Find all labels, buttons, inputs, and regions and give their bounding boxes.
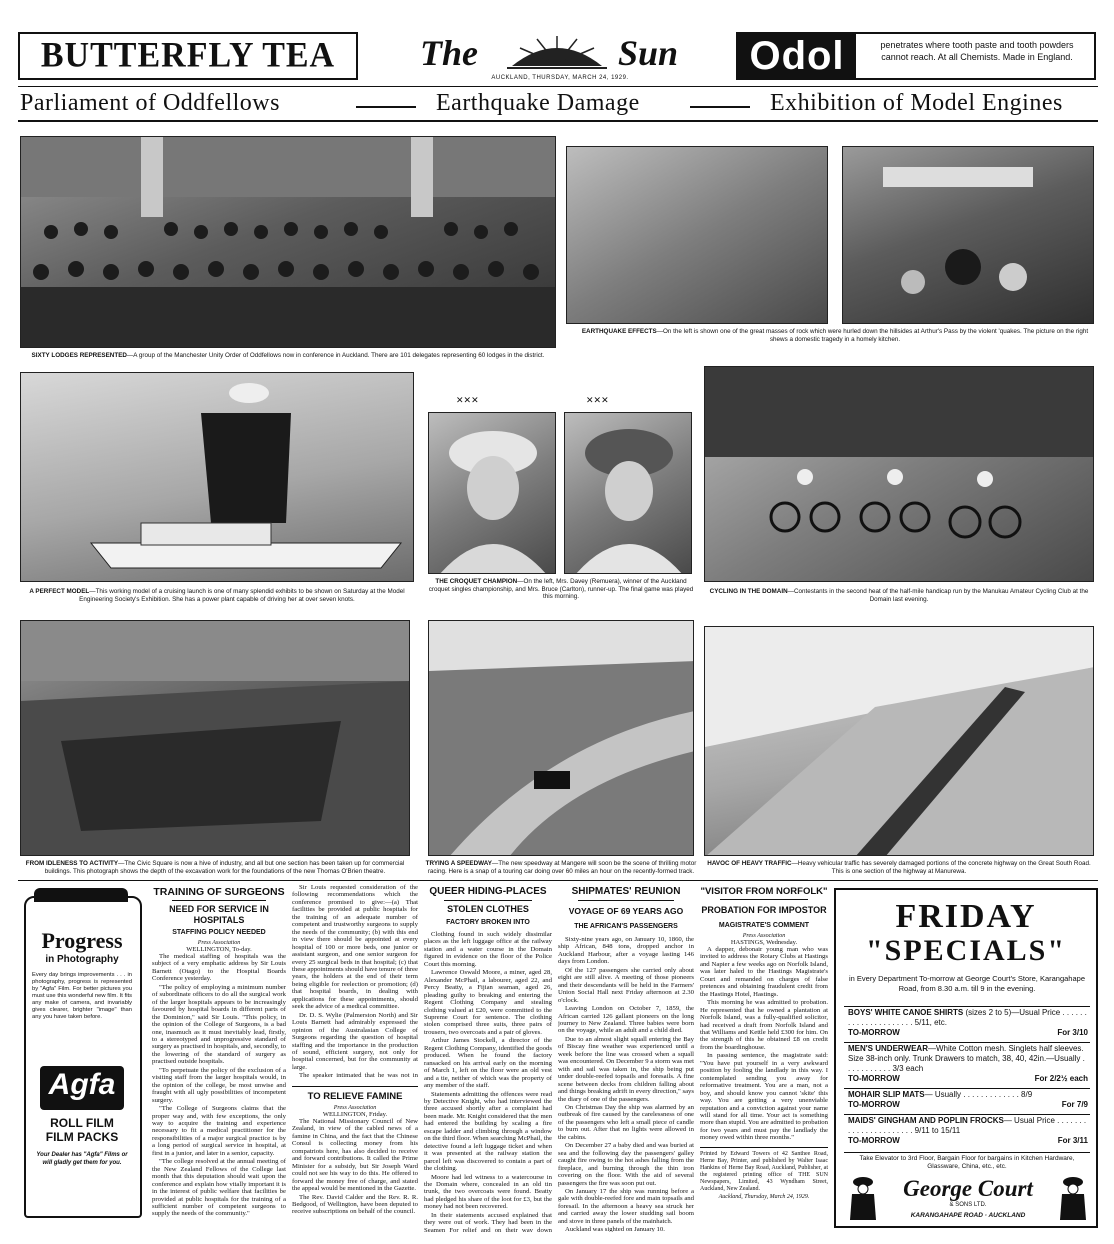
mrs-davey-portrait	[428, 412, 556, 574]
speedway-caption-title: TRYING A SPEEDWAY	[425, 860, 492, 867]
lodges-caption-title: SIXTY LODGES REPRESENTED	[31, 352, 127, 359]
george-court-ad	[834, 888, 1098, 1228]
surgeons-subhead-2: STAFFING POLICY NEEDED	[172, 929, 266, 936]
rising-sun-icon	[502, 34, 612, 74]
special-item-name: MEN'S UNDERWEAR	[848, 1044, 928, 1053]
speedway-caption-text: —The new speedway at Mangere will soon be the scene of thrilling motor racing. Here is a snap of a touring car doing over 60 miles an hour on the recently-formed track.	[427, 860, 697, 875]
croquet-caption-text: —On the left, Mrs. Davey (Remuera), winner of the Auckland croquet singles championship, and Mrs. Bruce (Carlton), runner-up. The final game was played this morning.	[428, 578, 694, 600]
famine-place: WELLINGTON, Friday.	[322, 1111, 388, 1118]
special-item-detail: — Usually . . . . . . . . . . . . . 8/9	[924, 1090, 1033, 1099]
headline-divider	[356, 106, 416, 108]
surgeons-continued	[292, 884, 418, 1232]
special-item-detail: —White Cotton mesh. Singlets half sleeves. Size 38-inch only. Trunk Drawers to match, 38, 40, 42in.—Usually . . . . . . . . . . . 3/3 each	[848, 1044, 1085, 1073]
special-item-tomorrow: TO-MORROW	[848, 1074, 900, 1083]
headline-earthquake: Earthquake Damage	[436, 90, 640, 116]
cycling-caption	[704, 588, 1094, 603]
surgeons-subhead: NEED FOR SERVICE IN HOSPITALS	[169, 904, 269, 925]
visitor-subhead-2: MAGISTRATE'S COMMENT	[718, 922, 810, 929]
headline-oddfellows: Parliament of Oddfellows	[20, 90, 280, 116]
visitor-subhead: PROBATION FOR IMPOSTOR	[701, 905, 827, 915]
friday-heading: FRIDAY	[895, 898, 1037, 935]
croquet-caption-title: THE CROQUET CHAMPION	[435, 578, 518, 585]
croquet-ornament-left: ✕✕✕	[456, 396, 479, 406]
imprint-text: Printed by Edward Towers of 42 Santhee Road, Herne Bay, Printer, and published by Walter Isaac Hankins of Herne Bay Road, Auckland, Publisher, at the registered printing office of THE SUN Newspapers, Limited, 43 Wyndham Street, Auckland, New Zealand.	[700, 1151, 828, 1192]
model-launch-shapes	[21, 373, 414, 582]
famine-assoc: Press Association	[333, 1105, 377, 1111]
title-sun: Sun	[618, 33, 679, 73]
visitor-para: In passing sentence, the magistrate said: "You have put yourself in a very awkward position by fooling the landlady in this way. I contemplated sending you away for reformative treatment. You are a man, not a boy, and should know you cannot 'skite' this way. You are getting a very unenviable reputation and a conviction against your name will stand for all time. Your act is something more than stupid. You are admitted to probation for two years and must pay the landlady the money owed within three months."	[700, 1052, 828, 1142]
cycling-caption-text: —Contestants in the second heat of the half-mile handicap run by the Manukau Amateur Cycling Club at the Domain last evening.	[787, 588, 1089, 603]
visitor-para: This morning he was admitted to probation. He represented that he owned a plantation at Norfolk Island, was a fully-qualified solicitor, had received a draft from Norfolk Island and that Williams and Kettle held £300 for him. On the strength of this he obtained £8 on credit from the boardinghouse.	[700, 999, 828, 1051]
special-item-tomorrow: TO-MORROW	[848, 1100, 900, 1109]
special-item-price: For 7/9	[1061, 1100, 1088, 1109]
kitchen-shapes	[843, 147, 1094, 324]
visitor-place: HASTINGS, Wednesday.	[730, 939, 798, 946]
shipmates-para: Due to an almost slight squall entering the Bay of Biscay fine weather was experienced until a week before the line was crossed when a squall was encountered. On December 9 a storm was met with and sail was taken in, the ship being put under double-reefed topsails and foresails. A fine scene between decks from children falling about and things breaking adrift in every direction," says the diary of one of the passengers.	[558, 1035, 694, 1103]
shipmates-body	[558, 936, 694, 1232]
surgeons-headline: TRAINING OF SURGEONS	[153, 886, 285, 898]
shipmates-para: On Christmas Day the ship was alarmed by an outbreak of fire caused by the carelessness of one of the passengers who left a small piece of candle to burn out. After that no lights were allowed in the cabins.	[558, 1103, 694, 1141]
shipmates-headline: SHIPMATES' REUNION	[571, 886, 681, 897]
model-caption	[20, 588, 414, 603]
lodges-caption-text: —A group of the Manchester Unity Order of Oddfellows now in conference in Auckland. There are 101 delegates representing 60 lodges in the district.	[126, 352, 545, 359]
special-item-name: BOYS' WHITE CANOE SHIRTS	[848, 1008, 964, 1017]
agfa-dealer: Your Dealer has "Agfa" Films or will gladly get them for you.	[36, 1152, 128, 1166]
idleness-caption-text: —The Civic Square is now a hive of industry, and all but one section has been taken up for commercial buildings. This photograph shows the depth of the excavation work for the foundations of the new Thomas O'Brien theatre.	[44, 860, 405, 875]
special-item	[848, 1090, 1088, 1110]
great-south-road-photo	[704, 626, 1094, 856]
hiding-headline: QUEER HIDING-PLACES	[429, 886, 547, 897]
agfa-body: Every day brings improvements . . . in photography, progress is represented by "Agfa" Film. For better pictures you must use this wonderful new film. It fits any make of camera, and invariably gives clearer, brighter "image" than any you have taken before.	[32, 972, 132, 1020]
shipmates-para: Of the 127 passengers she carried only about eight are still alive. A meeting of those pioneers and their descendants will be held in the Farmers' Union Social Hall next Friday afternoon at 2.30 o'clock.	[558, 966, 694, 1004]
special-item-tomorrow: TO-MORROW	[848, 1136, 900, 1145]
surgeons-para: "To perpetuate the policy of the exclusion of a visiting staff from the larger hospitals would, in the opinion of the college, be most unwise and fraught with all ugly possibilities of incompetent surgery.	[152, 1066, 286, 1104]
famine-para: The National Missionary Council of New Zealand, in view of the cabled news of a famine in China, and the fact that the Chinese Consul is collecting money from his compatriots here, has also decided to receive and forward contributions. It called the Prime Minister for a subsidy, but Sir Joseph Ward could not see his way to do this. He offered to forward the money free of charge, and stated the appeal would be mentioned in the Gazette.	[292, 1118, 418, 1193]
special-item	[848, 1008, 1088, 1038]
surgeons-body	[152, 953, 286, 1219]
shipmates-para: Sixty-nine years ago, on January 10, 1860, the ship African, 848 tons, dropped anchor in Auckland Harbour, after a voyage lasting 146 days from London.	[558, 936, 694, 966]
butterfly-tea-text: BUTTERFLY TEA	[40, 36, 336, 75]
earthquake-caption-title: EARTHQUAKE EFFECTS	[581, 328, 657, 335]
hiding-subhead-2: FACTORY BROKEN INTO	[446, 919, 530, 926]
george-court-logo: George Court	[903, 1176, 1033, 1201]
roll-film: ROLL FILM	[50, 1116, 114, 1130]
hiding-para: Lawrence Oswald Moore, a miner, aged 28, Alexander McPhail, a labourer, aged 22, and Percy Beatty, a Fijian seaman, aged 26, pleading guilty to breaking and entering the Regent Clothing Company and stealing clothing valued at £20, were committed to the Supreme Court for sentence. The clothing stolen comprised three suits, three pairs of trousers, two overcoats and a pair of gloves.	[424, 969, 552, 1036]
excavation-shapes	[21, 621, 410, 856]
shipmates-article	[558, 886, 694, 1232]
hiding-para: In their statements accused explained that they were out of work. They had been in the Seamen For relief and on their way down	[424, 1211, 552, 1232]
odol-text: penetrates where tooth paste and tooth powders cannot reach. At all Chemists. Made in England.	[880, 40, 1074, 62]
cycling-photo	[704, 366, 1094, 582]
bruce-figure	[565, 413, 692, 574]
specials-intro: in Every Department To-morrow at George Court's Store, Karangahape Road, from 8.30 a.m. till 9 in the evening.	[849, 974, 1085, 993]
famine-headline: TO RELIEVE FAMINE	[307, 1091, 403, 1102]
shipmates-para: On January 17 the ship was running before a gale with double-reefed fore and main topsails and foresail. In the afternoon a heavy sea struck her and carried away the lower studding sail boom and stove in three panels of the mainhatch.	[558, 1187, 694, 1225]
cycling-shapes	[705, 367, 1094, 582]
progress-heading: Progress	[41, 928, 123, 953]
special-item-price: For 3/11	[1057, 1136, 1088, 1145]
dateline: AUCKLAND, THURSDAY, MARCH 24, 1929.	[491, 75, 629, 81]
special-item	[848, 1044, 1088, 1084]
surgeons-cont-para: Sir Louis requested consideration of the following recommendations which the conference promised to give:—(a) That facilities be provided at public hospitals for the training of an adequate number of competent and trustworthy surgeons to supply the needs of the community; (b) with this end in view there should be appointed at every hospital of 100 or more beds, one junior or assistant surgeon, and one senior surgeon for every 25 surgical beds in that hospital; (c) that these appointments should have tenure of three years, the holders at the end of their term being eligible for reelection or promotion; (d) that hospital boards, in dealing with applications for these appointments, should seek the advice of a medical committee.	[292, 884, 418, 1011]
speedway-shapes	[429, 621, 694, 856]
traffic-caption-text: —Heavy vehicular traffic has severely damaged portions of the concrete highway on the Great South Road. This is one section of the highway at Manurewa.	[791, 860, 1091, 875]
visitor-article	[700, 886, 828, 1232]
george-court-sons: & SONS LTD.	[949, 1202, 987, 1208]
hiding-para: Arthur James Stockell, a director of the Regent Clothing Company, identified the goods produced. When he found the factory ransacked on his arrival early on the morning of March 1, left on the floor were an old vest and a tie, neither of which was the property of any member of the staff.	[424, 1037, 552, 1090]
cycling-caption-title: CYCLING IN THE DOMAIN	[709, 588, 788, 595]
idleness-caption	[20, 860, 410, 875]
shipmates-para: On December 27 a baby died and was buried at sea and the following day the passengers' galley caught fire owing to the hot ashes falling from the fireplace, and burning through the thin iron covering on the floor. With the aid of several passengers the fire was soon put out.	[558, 1142, 694, 1187]
special-item-price: For 3/10	[1057, 1028, 1088, 1037]
visitor-body	[700, 946, 828, 1144]
title-the: The	[420, 33, 478, 73]
beefeater-icon	[1056, 1174, 1090, 1224]
civic-square-excavation-photo	[20, 620, 410, 856]
earthquake-rock-photo	[566, 146, 828, 324]
group-photo-figures	[21, 137, 556, 348]
in-photography: in Photography	[45, 954, 119, 965]
visitor-headline: "VISITOR FROM NORFOLK"	[700, 886, 828, 897]
surgeons-cont-para: Dr. D. S. Wylie (Palmerston North) and Sir Louis Barnett had admirably expressed the opinion of the Australasian College of Surgeons regarding the question of hospital staffing and the importance in the production of sound, efficient surgery, not only for hospital concerned, but for the community at large.	[292, 1011, 418, 1071]
beefeater-icon	[846, 1174, 880, 1224]
model-launch-photo	[20, 372, 414, 582]
special-item-detail: — Usual Price . . . . . . . . . . . . . . . . . . . . . . 9/11 to 15/11	[848, 1116, 1087, 1135]
croquet-ornament-right: ✕✕✕	[586, 396, 609, 406]
shipmates-para: Leaving London on October 7, 1859, the African carried 126 gallant pioneers on the long journey to New Zealand. Three babies were born on the voyage, while an adult and a child died.	[558, 1005, 694, 1035]
surgeons-para: "The policy of employing a minimum number of subordinate officers to do all the surgical work of the larger hospitals appears to be increasingly favoured by hospital boards in different parts of the Dominion," said Sir Louis. "This policy, in the opinion of the College of Surgeons, is a bad one, inasmuch as it must inevitably lead, firstly, to a stereotyped and unprogressive standard of surgery as practised in hospitals, and, secondly, to the lowering of the standard of surgery as practised outside hospitals.	[152, 983, 286, 1066]
film-packs: FILM PACKS	[45, 1130, 119, 1144]
surgeons-cont-para: The speaker intimated that he was not in	[299, 1072, 418, 1080]
model-caption-title: A PERFECT MODEL	[29, 588, 90, 595]
odol-brand: Odol	[738, 34, 856, 78]
specials-footer: Take Elevator to 3rd Floor, Bargain Floor for bargains in Kitchen Hardware, Glassware, China, etc., etc.	[859, 1155, 1075, 1170]
hiding-subhead: STOLEN CLOTHES	[447, 904, 529, 914]
visitor-assoc: Press Association	[742, 933, 786, 939]
idleness-caption-title: FROM IDLENESS TO ACTIVITY	[25, 860, 119, 867]
agfa-logo: Agfa	[48, 1068, 116, 1101]
famine-body	[292, 1118, 418, 1217]
george-court-address: KARANGAHAPE ROAD · AUCKLAND	[910, 1212, 1026, 1219]
earthquake-caption-text: —On the left is shown one of the great masses of rock which were hurled down the hillsides at Arthur's Pass by the violent 'quakes. The picture on the right shews a domestic tragedy in a homely kitchen.	[656, 328, 1089, 343]
special-item-detail: (sizes 2 to 5)—Usual Price . . . . . . . . . . . . . . . . . . . . . 5/11, etc.	[848, 1008, 1087, 1027]
traffic-caption	[704, 860, 1094, 875]
traffic-caption-title: HAVOC OF HEAVY TRAFFIC	[707, 860, 792, 867]
visitor-para: A dapper, debonair young man who was invited to address the Rotary Clubs at Hastings and Napier a few weeks ago on Norfolk Island, was later haled to the Hastings Magistrate's Court and remanded on charges of false pretences and obtaining fraudulent credit from the Hastings Hotel, Hastings.	[700, 946, 828, 998]
special-item-name: MAIDS' GINGHAM AND POPLIN FROCKS	[848, 1116, 1004, 1125]
hiding-para: Clothing found in such widely dissimilar places as the left luggage office at the railway station and a water course in the Domain figured in evidence on the floor of the Police Court this morning.	[424, 931, 552, 968]
agfa-ad	[18, 888, 144, 1228]
imprint	[700, 1151, 828, 1202]
shipmates-para: Auckland was sighted on January 10.	[565, 1226, 665, 1232]
lodges-caption	[20, 352, 556, 360]
shipmates-subhead-2: THE AFRICAN'S PASSENGERS	[574, 923, 678, 930]
specials-heading: "SPECIALS"	[865, 934, 1067, 967]
surgeons-place: WELLINGTON, To-day.	[186, 946, 252, 953]
surgeons-para: "The college resolved at the annual meeting of the New Zealand Fellows of the College last month that this deputation should wait upon the conference and explain how vitally important it is in the interest of public welfare that facilities be provided at public hospitals for the training of a sufficient number of competent surgeons to supply the needs of the community."	[152, 1158, 286, 1218]
odol-ad	[736, 32, 1096, 80]
speedway-caption	[424, 860, 698, 875]
canister-cap	[34, 888, 128, 902]
special-item-price: For 2/2½ each	[1034, 1074, 1088, 1083]
bottom-top-rule	[18, 880, 1098, 881]
special-item	[848, 1116, 1088, 1146]
butterfly-tea-ad	[18, 32, 358, 80]
hiding-places-article	[424, 886, 552, 1232]
special-item-name: MOHAIR SLIP MATS	[848, 1090, 925, 1099]
headline-model-engines: Exhibition of Model Engines	[770, 90, 1063, 116]
croquet-caption	[428, 578, 694, 601]
shipmates-subhead: VOYAGE OF 69 YEARS AGO	[568, 906, 684, 916]
model-caption-text: —This working model of a cruising launch is one of many splendid exhibits to be shown on Saturday at the Model Engineering Society's Exhibition. She has a power plant capable of driving her at over seven knots.	[79, 588, 405, 603]
headline-bar	[18, 86, 1098, 122]
newspaper-title	[410, 30, 710, 80]
surgeons-assoc: Press Association	[197, 940, 241, 946]
earthquake-caption	[576, 328, 1094, 343]
earthquake-kitchen-photo	[842, 146, 1094, 324]
surgeons-cont-body	[292, 884, 418, 1080]
davey-figure	[429, 413, 556, 574]
road-shapes	[705, 627, 1094, 856]
special-item-tomorrow: TO-MORROW	[848, 1028, 900, 1037]
surgeons-para: The medical staffing of hospitals was the subject of a very emphatic address by Sir Louis Barnett (Otago) to the Hospital Boards Conference yesterday.	[152, 953, 286, 983]
famine-para: The Rev. David Calder and the Rev. R. R. Bedgood, of Wellington, have been deputed to receive subscriptions on behalf of the council.	[292, 1193, 418, 1216]
surgeons-para: "The College of Surgeons claims that the proper way and, with few exceptions, the only way to acquire the training and experience necessary to fit a medical practitioner for the responsibilities of a major surgical practice is by a long period of surgical service in hospital, at first in a junior, and later in a senior, capacity.	[152, 1105, 286, 1157]
oddfellows-group-photo	[20, 136, 556, 348]
mrs-bruce-portrait	[564, 412, 692, 574]
speedway-photo	[428, 620, 694, 856]
imprint-date: Auckland, Thursday, March 24, 1929.	[718, 1194, 810, 1200]
hiding-para: Statements admitting the offences were read by Detective Knight, who had interviewed the three accused shortly after a complaint had been made. Mr. Knight considered that the men had entered the building by scaling a fire escape ladder and climbing through a window on the third floor. When searching McPhail, the detective found a left luggage ticket and when it was presented at the railway station the parcel left was discovered to contain a part of the clothing.	[424, 1090, 552, 1173]
hiding-para: Moore had led witness to a watercourse in the Domain where, concealed in an old tin trunk, the two overcoats were found. Beatty had pledged his share of the loot for £3, but the money had not been recovered.	[424, 1173, 552, 1211]
hiding-body	[424, 931, 552, 1232]
headline-divider	[690, 106, 750, 108]
surgeons-article	[152, 886, 286, 1232]
